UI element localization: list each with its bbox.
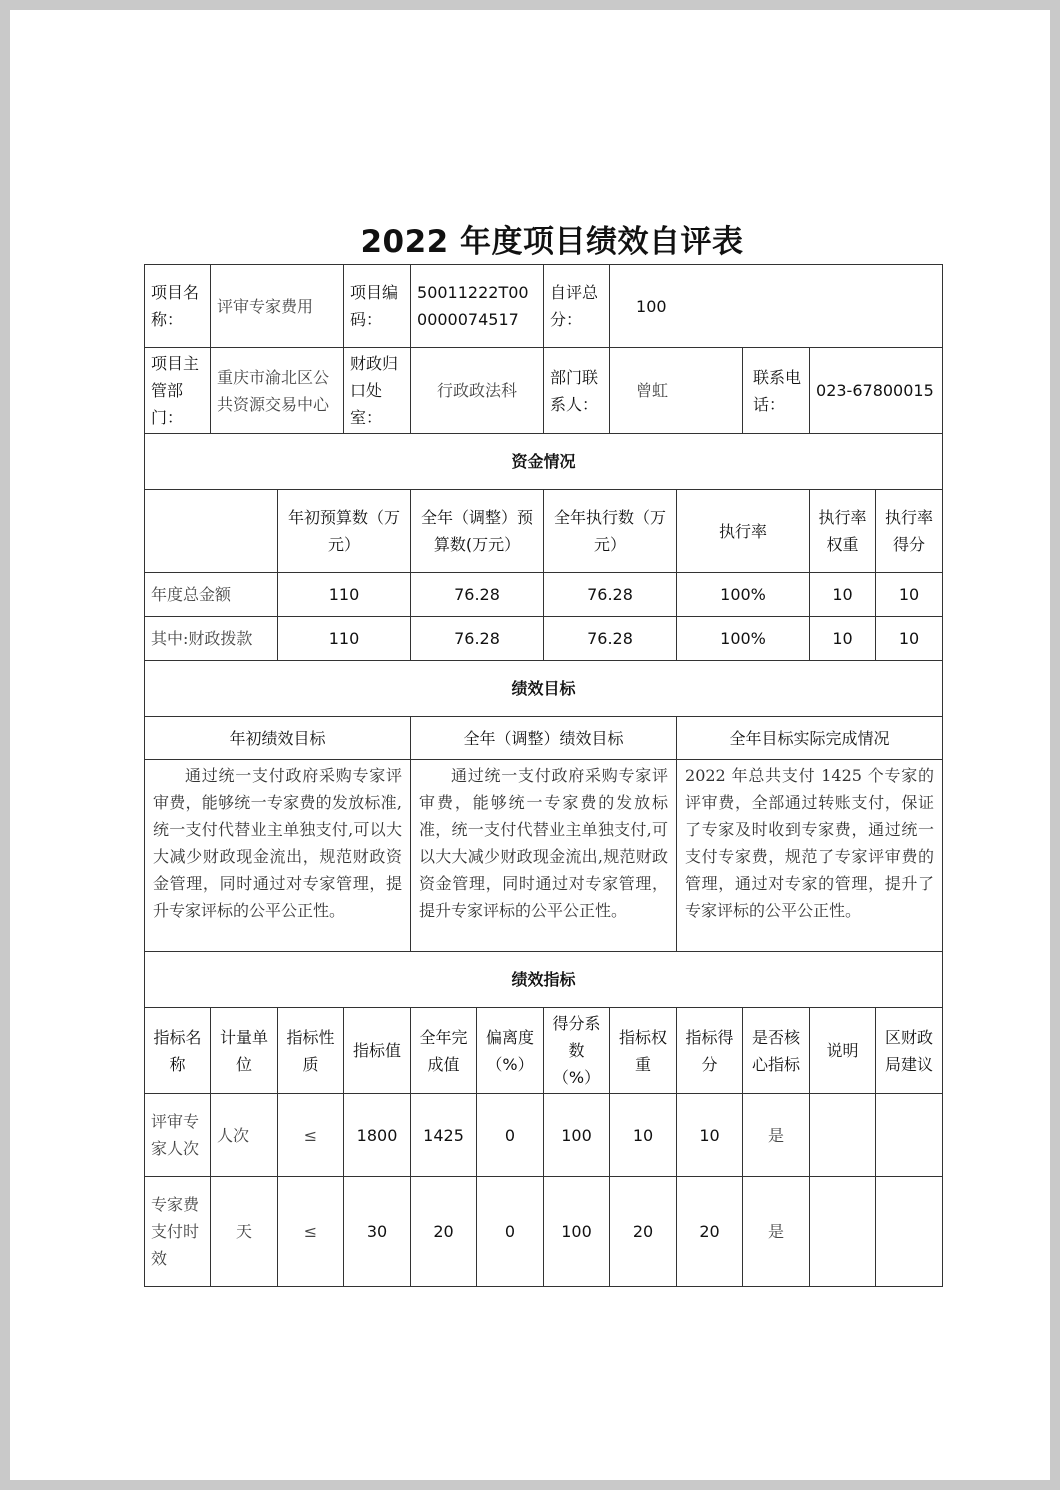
indicators-header-row xyxy=(145,1008,943,1094)
page-title: 2022 年度项目绩效自评表 xyxy=(360,224,744,260)
funds-header-executed: 全年执行数（万元） xyxy=(544,490,677,573)
ind-header-score: 指标得分 xyxy=(677,1008,743,1094)
ind-score: 10 xyxy=(677,1094,743,1177)
goals-header-adjusted: 全年（调整）绩效目标 xyxy=(411,717,677,760)
document-page xyxy=(10,10,1050,1480)
ind-header-unit: 计量单位 xyxy=(211,1008,278,1094)
funds-cell: 10 xyxy=(810,617,876,661)
contact-label: 部门联系人： xyxy=(544,348,610,434)
ind-advice xyxy=(876,1177,943,1287)
indicators-section-row xyxy=(145,952,943,1008)
goal-text-adjusted: 通过统一支付政府采购专家评审费，能够统一专家费的发放标准，统一支付代替业主单独支付,可以大大减少财政现金流出,规范财政资金管理，同时通过对专家管理，提升专家评标的公平公正性。 xyxy=(411,760,677,952)
funds-cell: 76.28 xyxy=(544,617,677,661)
ind-header-core: 是否核心指标 xyxy=(743,1008,810,1094)
phone-value: 023-67800015 xyxy=(810,348,943,434)
project-info-row-1 xyxy=(145,265,943,348)
phone-label: 联系电话： xyxy=(743,348,810,434)
ind-actual: 1425 xyxy=(411,1094,477,1177)
ind-score: 20 xyxy=(677,1177,743,1287)
ind-note xyxy=(810,1177,876,1287)
ind-header-actual: 全年完成值 xyxy=(411,1008,477,1094)
funds-header-rate-score: 执行率得分 xyxy=(876,490,943,573)
ind-header-coef: 得分系数（%） xyxy=(544,1008,610,1094)
ind-name: 专家费支付时效 xyxy=(145,1177,211,1287)
ind-header-advice: 区财政局建议 xyxy=(876,1008,943,1094)
ind-nature: ≤ xyxy=(278,1094,344,1177)
indicator-row xyxy=(145,1177,943,1287)
funds-row-label: 其中:财政拨款 xyxy=(145,617,278,661)
finance-office-label: 财政归口处室： xyxy=(344,348,411,434)
goals-header-actual: 全年目标实际完成情况 xyxy=(677,717,943,760)
dept-label: 项目主管部门： xyxy=(145,348,211,434)
ind-advice xyxy=(876,1094,943,1177)
funds-row-label: 年度总金额 xyxy=(145,573,278,617)
funds-cell: 10 xyxy=(876,617,943,661)
ind-deviation: 0 xyxy=(477,1094,544,1177)
ind-core: 是 xyxy=(743,1094,810,1177)
funds-cell: 100% xyxy=(677,617,810,661)
ind-header-note: 说明 xyxy=(810,1008,876,1094)
funds-section-title: 资金情况 xyxy=(145,434,943,490)
funds-header-rate-weight: 执行率权重 xyxy=(810,490,876,573)
funds-header-adjusted-budget: 全年（调整）预算数(万元） xyxy=(411,490,544,573)
goal-text-initial: 通过统一支付政府采购专家评审费，能够统一专家费的发放标准,统一支付代替业主单独支付,可以大大减少财政现金流出，规范财政资金管理，同时通过对专家管理，提升专家评标的公平公正性。 xyxy=(145,760,411,952)
evaluation-form-table xyxy=(144,264,943,1287)
self-score-label: 自评总分： xyxy=(544,265,610,348)
ind-core: 是 xyxy=(743,1177,810,1287)
ind-weight: 10 xyxy=(610,1094,677,1177)
ind-header-deviation: 偏离度（%） xyxy=(477,1008,544,1094)
ind-note xyxy=(810,1094,876,1177)
goal-text-actual: 2022 年总共支付 1425 个专家的评审费，全部通过转账支付，保证了专家及时收到专家费，通过统一支付专家费，规范了专家评审费的管理，通过对专家的管理，提升了专家评标的公平公正性。 xyxy=(677,760,943,952)
ind-nature: ≤ xyxy=(278,1177,344,1287)
ind-header-nature: 指标性质 xyxy=(278,1008,344,1094)
goals-header-initial: 年初绩效目标 xyxy=(145,717,411,760)
funds-header-execution-rate: 执行率 xyxy=(677,490,810,573)
funds-cell: 10 xyxy=(810,573,876,617)
ind-deviation: 0 xyxy=(477,1177,544,1287)
ind-header-value: 指标值 xyxy=(344,1008,411,1094)
project-name-label: 项目名称： xyxy=(145,265,211,348)
dept-value: 重庆市渝北区公共资源交易中心 xyxy=(211,348,344,434)
funds-header-row xyxy=(145,490,943,573)
funds-cell: 76.28 xyxy=(544,573,677,617)
funds-cell: 76.28 xyxy=(411,573,544,617)
ind-name: 评审专家人次 xyxy=(145,1094,211,1177)
ind-weight: 20 xyxy=(610,1177,677,1287)
goals-section-row xyxy=(145,661,943,717)
project-name-value: 评审专家费用 xyxy=(211,265,344,348)
ind-actual: 20 xyxy=(411,1177,477,1287)
funds-row-fiscal xyxy=(145,617,943,661)
ind-header-weight: 指标权重 xyxy=(610,1008,677,1094)
ind-coef: 100 xyxy=(544,1094,610,1177)
contact-value: 曾虹 xyxy=(610,348,743,434)
ind-unit: 天 xyxy=(211,1177,278,1287)
ind-unit: 人次 xyxy=(211,1094,278,1177)
ind-value: 1800 xyxy=(344,1094,411,1177)
funds-header-initial-budget: 年初预算数（万元） xyxy=(278,490,411,573)
finance-office-value: 行政政法科 xyxy=(411,348,544,434)
funds-row-total xyxy=(145,573,943,617)
goals-text-row xyxy=(145,760,943,952)
goals-header-row xyxy=(145,717,943,760)
self-score-value: 100 xyxy=(610,265,943,348)
funds-header-blank xyxy=(145,490,278,573)
funds-cell: 110 xyxy=(278,617,411,661)
ind-header-name: 指标名称 xyxy=(145,1008,211,1094)
funds-cell: 76.28 xyxy=(411,617,544,661)
funds-cell: 10 xyxy=(876,573,943,617)
project-code-label: 项目编码： xyxy=(344,265,411,348)
goals-section-title: 绩效目标 xyxy=(145,661,943,717)
indicators-section-title: 绩效指标 xyxy=(145,952,943,1008)
funds-cell: 110 xyxy=(278,573,411,617)
ind-value: 30 xyxy=(344,1177,411,1287)
indicator-row xyxy=(145,1094,943,1177)
funds-section-row xyxy=(145,434,943,490)
ind-coef: 100 xyxy=(544,1177,610,1287)
funds-cell: 100% xyxy=(677,573,810,617)
project-info-row-2 xyxy=(145,348,943,434)
project-code-value: 50011222T000000074517 xyxy=(411,265,544,348)
